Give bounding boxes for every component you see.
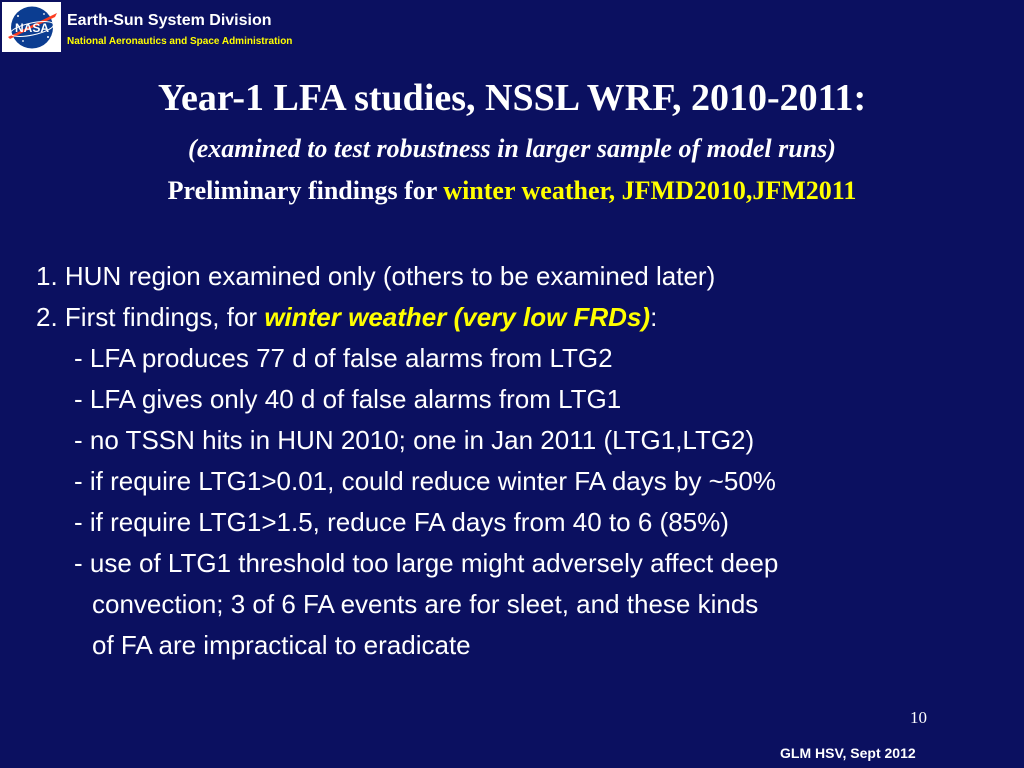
title-subtitle: (examined to test robustness in larger sample of model runs) bbox=[188, 134, 836, 163]
list-item-2-suffix: : bbox=[650, 302, 658, 332]
title-findings-prefix: Preliminary findings for bbox=[167, 176, 444, 205]
bullet-item: - if require LTG1>0.01, could reduce winter FA days by ~50% bbox=[74, 466, 776, 496]
nasa-logo bbox=[2, 2, 61, 52]
title-findings-highlight: winter weather, JFMD2010,JFM2011 bbox=[443, 176, 857, 205]
bullet-item: - no TSSN hits in HUN 2010; one in Jan 2011 (LTG1,LTG2) bbox=[74, 425, 755, 455]
page-number: 10 bbox=[910, 708, 927, 727]
bullet-item: - if require LTG1>1.5, reduce FA days from 40 to 6 (85%) bbox=[74, 507, 729, 537]
list-item-2-prefix: 2. First findings, for bbox=[36, 302, 265, 332]
title-main: Year-1 LFA studies, NSSL WRF, 2010-2011: bbox=[157, 77, 867, 119]
slide-header bbox=[0, 0, 1024, 60]
bullet-item: - use of LTG1 threshold too large might adversely affect deep bbox=[74, 548, 779, 578]
footer-event: GLM HSV, Sept 2012 bbox=[780, 745, 916, 761]
list-item-2-highlight: winter weather (very low FRDs) bbox=[264, 302, 651, 332]
bullet-item: - LFA produces 77 d of false alarms from LTG2 bbox=[74, 343, 613, 373]
logo-text: NASA bbox=[14, 20, 49, 35]
nasa-meatball-logo-icon bbox=[4, 4, 60, 51]
title-findings bbox=[0, 176, 1024, 206]
list-item-1: 1. HUN region examined only (others to be examined later) bbox=[36, 261, 716, 291]
division-title: Earth-Sun System Division bbox=[67, 12, 272, 29]
list-item-2 bbox=[36, 297, 1016, 338]
slide-body bbox=[36, 256, 1016, 666]
bullet-continuation: convection; 3 of 6 FA events are for sleet, and these kinds bbox=[92, 589, 759, 619]
bullet-continuation: of FA are impractical to eradicate bbox=[92, 630, 471, 660]
bullet-item: - LFA gives only 40 d of false alarms from LTG1 bbox=[74, 384, 622, 414]
agency-name: National Aeronautics and Space Administration bbox=[67, 36, 293, 47]
